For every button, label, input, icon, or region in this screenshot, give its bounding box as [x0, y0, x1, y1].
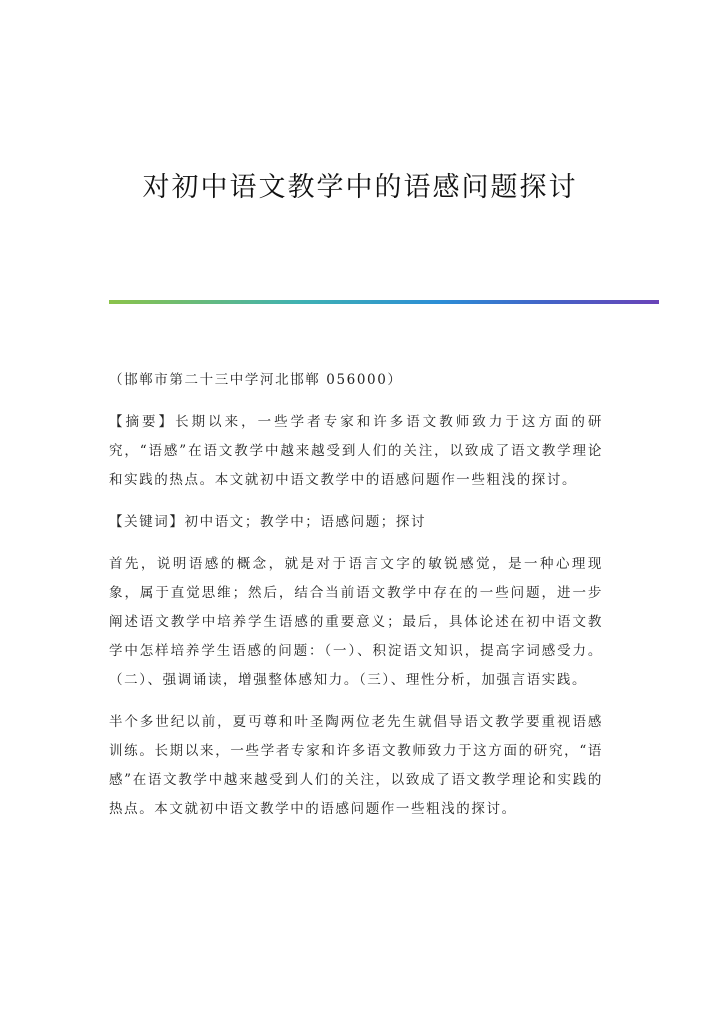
- abstract-label: 【摘要】: [109, 414, 176, 430]
- gradient-divider: [109, 300, 659, 304]
- abstract-paragraph: [109, 408, 603, 495]
- document-title: 对初中语文教学中的语感问题探讨: [142, 172, 578, 203]
- body-paragraph-1: 首先，说明语感的概念，就是对于语言文字的敏锐感觉，是一种心理现象，属于直觉思维；然后，结合当前语文教学中存在的一些问题，进一步阐述语文教学中培养学生语感的重要意义；最后，具体论述在初中语文教学中怎样培养学生语感的问题：（一）、积淀语文知识，提高字词感受力。（二）、强调诵读，增强整体感知力。（三）、理性分析，加强言语实践。: [109, 556, 603, 688]
- abstract-text: 长期以来，一些学者专家和许多语文教师致力于这方面的研究，“语感”在语文教学中越来越受到人们的关注，以致成了语文教学理论和实践的热点。本文就初中语文教学中的语感问题作一些粗浅的探讨。: [109, 414, 603, 488]
- keywords-text: 初中语文；教学中；语感问题；探讨: [184, 514, 427, 530]
- affiliation-line: （邯郸市第二十三中学河北邯郸 056000）: [109, 372, 403, 388]
- keywords-label: 【关键词】: [109, 514, 185, 530]
- keywords-paragraph: [109, 508, 603, 537]
- document-body: [109, 366, 603, 837]
- body-paragraph-2: 半个多世纪以前，夏丏尊和叶圣陶两位老先生就倡导语文教学要重视语感训练。长期以来，一些学者专家和许多语文教师致力于这方面的研究，“语感”在语文教学中越来越受到人们的关注，以致成了语文教学理论和实践的热点。本文就初中语文教学中的语感问题作一些粗浅的探讨。: [109, 714, 603, 817]
